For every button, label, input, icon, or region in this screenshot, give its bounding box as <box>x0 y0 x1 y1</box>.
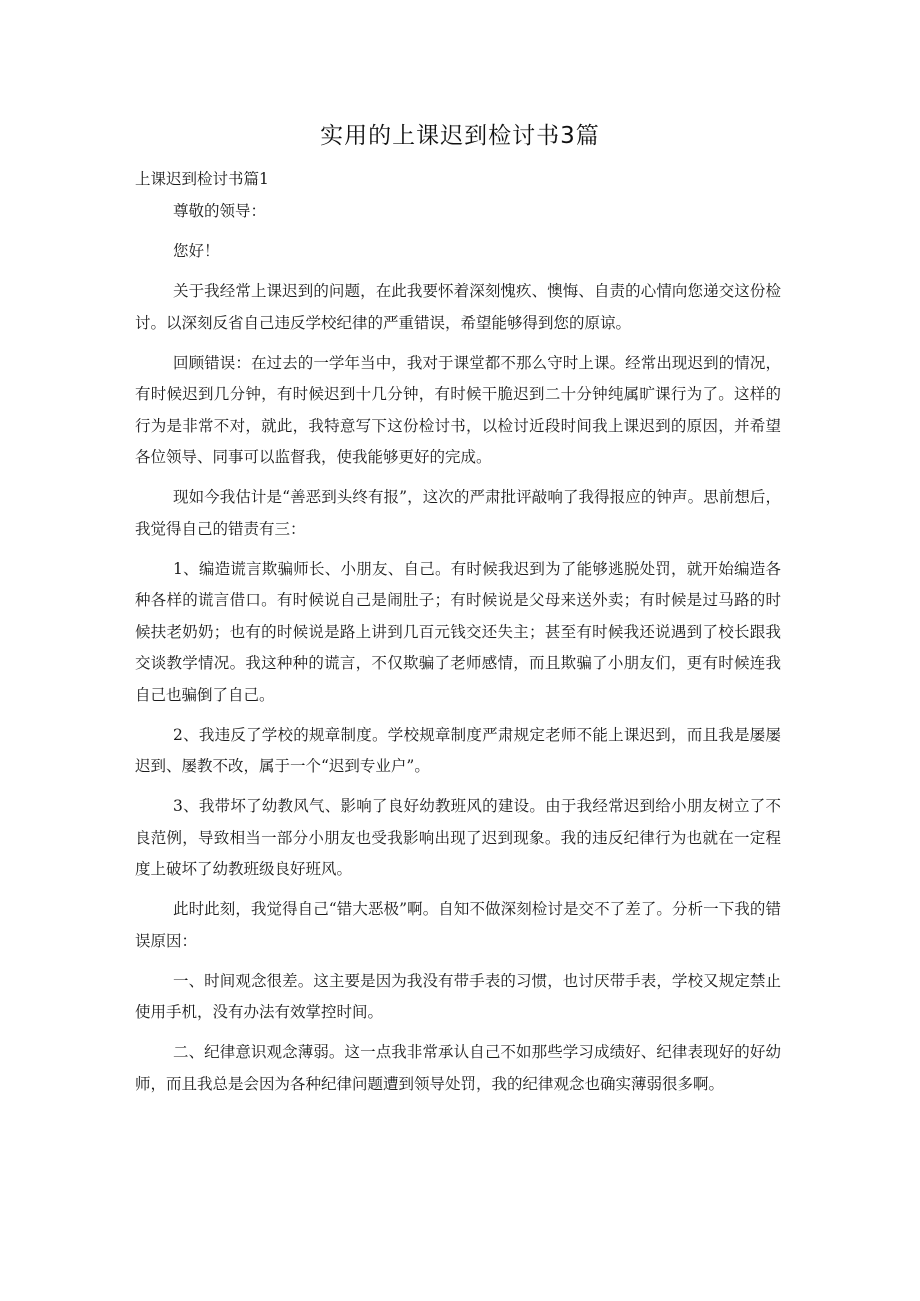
body-paragraph: 回顾错误：在过去的一学年当中，我对于课堂都不那么守时上课。经常出现迟到的情况，有时候迟到几分钟，有时候迟到十几分钟，有时候干脆迟到二十分钟纯属旷课行为了。这样的行为是非常不对，就此，我特意写下这份检讨书，以检讨近段时间我上课迟到的原因，并希望各位领导、同事可以监督我，使我能够更好的完成。 <box>135 353 781 466</box>
body-paragraph: 二、纪律意识观念薄弱。这一点我非常承认自己不如那些学习成绩好、纪律表现好的好幼师，而且我总是会因为各种纪律问题遭到领导处罚，我的纪律观念也确实薄弱很多啊。 <box>135 1043 781 1093</box>
section-heading: 上课迟到检讨书篇1 <box>135 170 269 188</box>
body-paragraph: 此时此刻，我觉得自己“错大恶极”啊。自知不做深刻检讨是交不了差了。分析一下我的错误原因： <box>135 900 781 950</box>
salutation: 尊敬的领导： <box>173 202 267 220</box>
document-title: 实用的上课迟到检讨书3篇 <box>320 123 600 149</box>
body-paragraph: 一、时间观念很差。这主要是因为我没有带手表的习惯，也讨厌带手表，学校又规定禁止使用手机，没有办法有效掌控时间。 <box>135 971 781 1021</box>
body-paragraph: 3、我带坏了幼教风气、影响了良好幼教班风的建设。由于我经常迟到给小朋友树立了不良范例，导致相当一部分小朋友也受我影响出现了迟到现象。我的违反纪律行为也就在一定程度上破坏了幼教班级良好班风。 <box>135 797 781 878</box>
document-body <box>135 196 781 1109</box>
body-paragraph: 2、我违反了学校的规章制度。学校规章制度严肃规定老师不能上课迟到，而且我是屡屡迟到、屡教不改，属于一个“迟到专业户”。 <box>135 725 781 775</box>
body-paragraph: 1、编造谎言欺骗师长、小朋友、自己。有时候我迟到为了能够逃脱处罚，就开始编造各种各样的谎言借口。有时候说自己是闹肚子；有时候说是父母来送外卖；有时候是过马路的时候扶老奶奶；也有的时候说是路上讲到几百元钱交还失主；甚至有时候我还说遇到了校长跟我交谈教学情况。我这种种的谎言，不仅欺骗了老师感情，而且欺骗了小朋友们，更有时候连我自己也骗倒了自己。 <box>135 559 781 704</box>
body-paragraph: 现如今我估计是“善恶到头终有报”，这次的严肃批评敲响了我得报应的钟声。思前想后，我觉得自己的错责有三： <box>135 488 781 538</box>
greeting: 您好！ <box>173 242 220 260</box>
body-paragraph: 关于我经常上课迟到的问题，在此我要怀着深刻愧疚、懊悔、自责的心情向您递交这份检讨。以深刻反省自己违反学校纪律的严重错误，希望能够得到您的原谅。 <box>135 282 781 332</box>
